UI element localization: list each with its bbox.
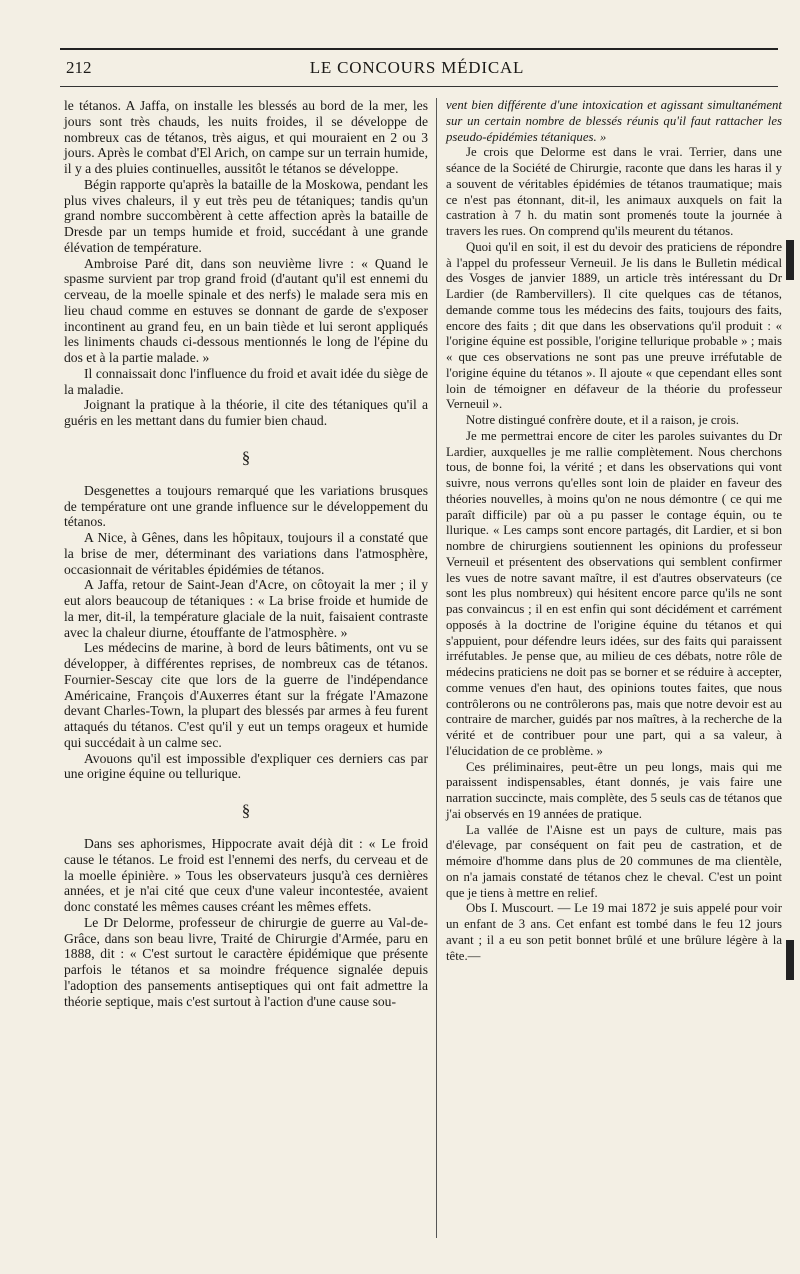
paragraph: Je me permettrai encore de citer les paroles suivantes du Dr Lardier, auxquelles je me rallie complètement. Nous cherchons tous, de bonne foi, la vérité ; et dans les observations qui vont suivre, nous verrons qu'elles sont loin de plaider en faveur des théories nouvelles, à moins qu'on ne nous démontre ( ce qui me paraît difficile) par où a pu passer le contage équin, ou te llurique. « Les camps sont encore partagés, dit Lardier, et si bon nombre de chirurgiens soutiennent les opinions du professeur Verneuil et présentent des observations qui semblent confirmer les vues de notre savant maître, il est d'autres observateurs (ce sont les plus nombreux) qui hésitent encore parce qu'ils ne sont pas convaincus ; il en est enfin qui sont décidément et carrément opposés à la doctrine de l'origine équine du tétanos et qui s'appuient, pour défendre leurs idées, sur des faits qui paraissent irréfutables. Je pense que, au milieu de ces débats, notre rôle de médecins praticiens ne doit pas se borner et se réduire à accepter, comme venues d'en haut, des opinions toutes faites, que nous contrôlerons ou ne contrôlerons pas, mais que notre devoir est au contraire de marcher, guidés par nos maîtres, à la recherche de la vérité et de contribuer pour une part, qui a sa valeur, à l'élucidation de ce problème. » (446, 428, 782, 758)
paragraph: Il connaissait donc l'influence du froid et avait idée du siège de la maladie. (64, 365, 428, 397)
margin-mark (786, 940, 794, 980)
paragraph: Le Dr Delorme, professeur de chirurgie de guerre au Val-de-Grâce, dans son beau livre, Traité de Chirurgie d'Armée, paru en 1888, dit : « C'est surtout le caractère épidémique que présente parfois le tétanos et sa moindre fréquence signalée depuis l'adoption des pansements antiseptiques qui ont fait admettre la théorie septique, mais c'est surtout à l'action d'une cause sou- (64, 914, 428, 1009)
section-mark: § (241, 801, 251, 820)
paragraph: Desgenettes a toujours remarqué que les variations brusques de température ont une grande influence sur le développement du tétanos. (64, 482, 428, 530)
column-divider (436, 98, 437, 1238)
header-rule (60, 86, 778, 87)
page-number: 212 (66, 58, 92, 77)
paragraph: A Nice, à Gênes, dans les hôpitaux, toujours il a constaté que la brise de mer, déterminant des variations dans l'atmosphère, occasionnait de véritables épidémies de tétanos. (64, 530, 428, 577)
paragraph: Quoi qu'il en soit, il est du devoir des praticiens de répondre à l'appel du professeur Verneuil. Je lis dans le Bulletin médical des Vosges de janvier 1889, un article très intéressant du Dr Lardier (de Rambervillers). Il cite quelques cas de tétanos, demande comme tous les médecins des faits, toujours des faits, encore des faits ; dit que dans les observations qu'il produit : « l'origine équine est possible, l'origine tellurique probable » ; mais « que ces observations ne sont pas une preuve irréfutable de l'origine équine du tétanos ». Il ajoute « que cependant elles sont loin de témoigner en défaveur de la théorie du professeur Verneuil ». (446, 239, 782, 412)
paragraph: Obs I. Muscourt. — Le 19 mai 1872 je suis appelé pour voir un enfant de 3 ans. Cet enfant est tombé dans le feu 12 jours avant ; il a eu son petit bonnet brûlé et une brûlure légère à la tête.— (446, 901, 782, 963)
paragraph: Ces préliminaires, peut-être un peu longs, mais qui me paraissent indispensables, étant donnés, je vais faire une narration succincte, mais complète, des 5 seuls cas de tétanos que j'ai observés en 19 années de pratique. (446, 759, 782, 821)
left-column (64, 98, 428, 1009)
margin-mark (786, 240, 794, 280)
paragraph: Ambroise Paré dit, dans son neuvième livre : « Quand le spasme survient par trop grand froid (d'autant qu'il est ennemi du cerveau, de la moelle spinale et des nerfs) le malade sera mis en lieu chaud comme en estuves se donnant de garde de s'exposer incontinent au grand feu, en un bain tiède et lui seront appliqués les liniments chauds ci-dessous mentionnés le long de l'épine du dos et à la partie malade. » (64, 255, 428, 365)
paragraph: vent bien différente d'une intoxication et agissant simultanément sur un certain nombre de blessés réunis qu'il faut rattacher les pseudo-épidémies tétaniques. » (446, 98, 782, 144)
paragraph: La vallée de l'Aisne est un pays de culture, mais pas d'élevage, par conséquent on fait peu de castration, et de mémoire d'homme dans plus de 20 communes de ma clientèle, on n'a jamais constaté de tétanos chez le cheval. C'est un point que je tiens à mettre en relief. (446, 822, 782, 900)
paragraph: Notre distingué confrère doute, et il a raison, je crois. (466, 413, 739, 427)
top-rule (60, 48, 778, 50)
paragraph: Je crois que Delorme est dans le vrai. Terrier, dans une séance de la Société de Chirurgie, raconte que dans les haras il y a souvent de véritables épidémies de tétanos traumatique; mais ce n'est pas étonnant, dit-il, les animaux auxquels on fait la castration à 7 h. du matin sont promenés toute la journée à travers les rues. On comprend qu'ils meurent du tétanos. (446, 145, 782, 238)
paragraph: A Jaffa, retour de Saint-Jean d'Acre, on côtoyait la mer ; il y eut alors beaucoup de tétaniques : « La brise froide et humide de la mer, dit-il, la température glaciale de la nuit, faisaient contraste avec la chaleur diurne, étouffante de l'atmosphère. » (64, 577, 428, 640)
section-mark: § (241, 447, 251, 467)
paragraph: Bégin rapporte qu'après la bataille de la Moskowa, pendant les plus vives chaleurs, il y eut très peu de tétaniques; tandis qu'un grand nombre succombèrent à cette affection après la bataille de Dresde par un temps humide et froid, succédant à une grande élévation de température. (64, 176, 428, 255)
paragraph: Avouons qu'il est impossible d'expliquer ces derniers cas par une origine équine ou tellurique. (64, 750, 428, 782)
page-header (64, 58, 770, 84)
right-column (446, 98, 782, 964)
paragraph: le tétanos. A Jaffa, on installe les blessés au bord de la mer, les jours sont très chauds, les nuits froides, il se développe de nombreux cas de tétanos, très aigus, et qui mouraient en 2 ou 3 jours. Après le combat d'El Arich, on campe sur un terrain humide, il y a des pluies continuelles, aussitôt le tétanos se développe. (64, 98, 428, 176)
journal-title: LE CONCOURS MÉDICAL (309, 58, 525, 77)
paragraph: Joignant la pratique à la théorie, il cite des tétaniques qu'il a guéris en les mettant dans du fumier bien chaud. (64, 397, 428, 428)
paragraph: Dans ses aphorismes, Hippocrate avait déjà dit : « Le froid cause le tétanos. Le froid est l'ennemi des nerfs, du cerveau et de la moelle épinière. » Tous les observateurs jusqu'à ces dernières années, et je n'ai cité que ceux d'une valeur incontestée, avaient donc constaté les mêmes causes créant les mêmes effets. (64, 836, 428, 914)
paragraph: Les médecins de marine, à bord de leurs bâtiments, ont vu se développer, à différentes reprises, de nombreux cas de tétanos. Fournier-Sescay cite que lors de la guerre de l'indépendance Américaine, François d'Auxerres étant sur la frégate l'Amazone devant Charles-Town, la plupart des blessés par armes à feu furent attaqués du tétanos. C'est qu'il y eut un temps orageux et humide qui succédait à un calme sec. (64, 640, 428, 750)
